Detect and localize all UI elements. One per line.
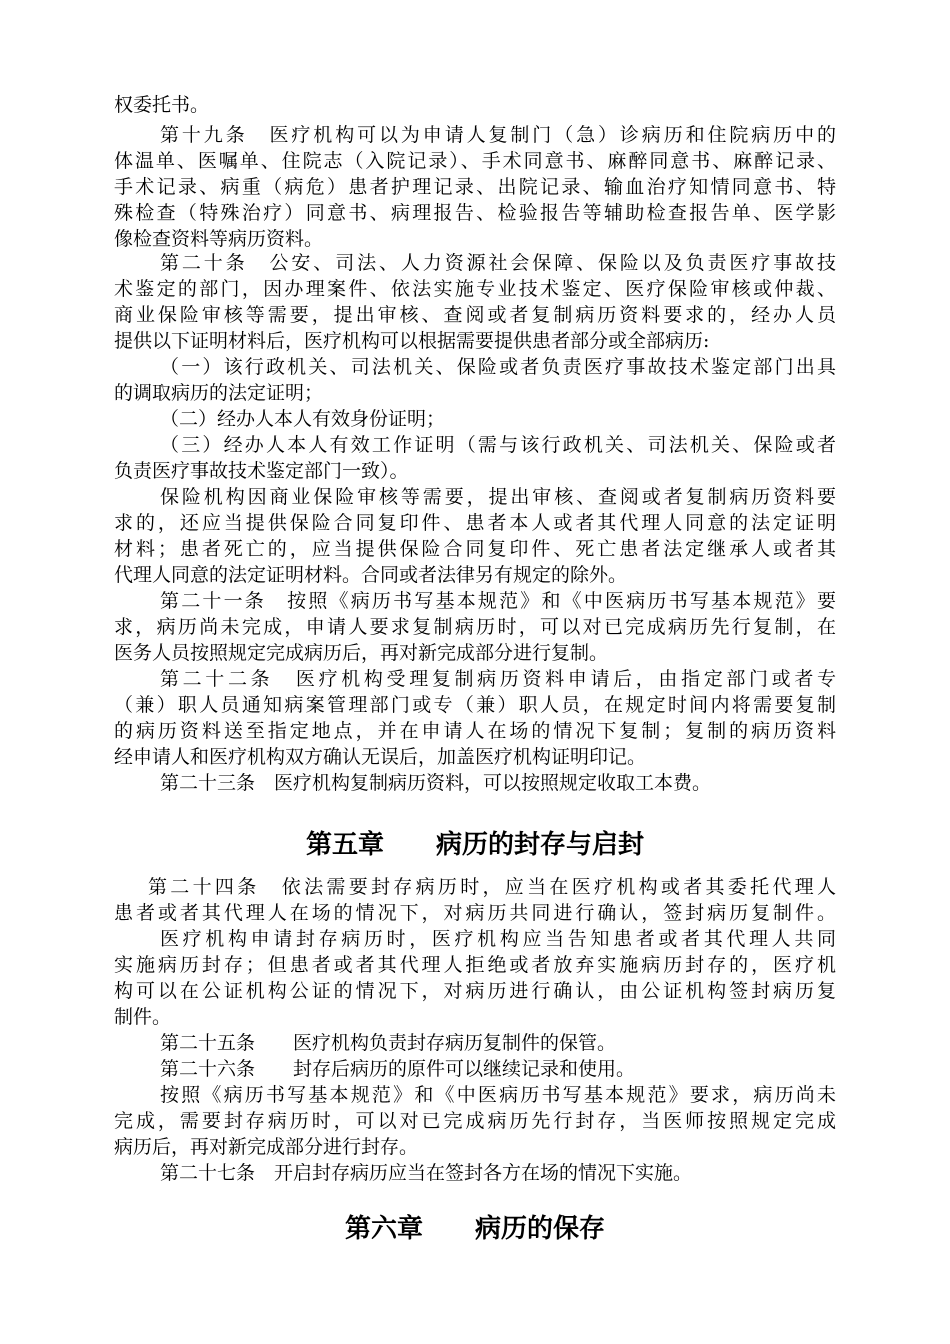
text-line: 代理人同意的法定证明材料。合同或者法律另有规定的除外。 (114, 564, 628, 586)
text-line: 医务人员按照规定完成病历后，再对新完成部分进行复制。 (114, 642, 609, 664)
text-line: 的调取病历的法定证明； (114, 382, 324, 404)
text-line: 提供以下证明材料后，医疗机构可以根据需要提供患者部分或全部病历: (114, 330, 710, 352)
paragraph-insurance-start: 保险机构因商业保险审核等需要，提出审核、查阅或者复制病历资料要 (160, 486, 836, 508)
list-item-2: （二）经办人本人有效身份证明； (160, 408, 446, 430)
article-27: 第二十七条 开启封存病历应当在签封各方在场的情况下实施。 (160, 1162, 693, 1184)
paragraph-norms-start: 按照《病历书写基本规范》和《中医病历书写基本规范》要求，病历尚未 (160, 1084, 836, 1106)
text-line: （兼）职人员通知病案管理部门或专（兼）职人员，在规定时间内将需要复制 (114, 694, 836, 716)
text-line: 材料；患者死亡的，应当提供保险合同复印件、死亡患者法定继承人或者其 (114, 538, 836, 560)
text-line: 术鉴定的部门，因办理案件、依法实施专业技术鉴定、医疗保险审核或仲裁、 (114, 278, 836, 300)
text-line: 权委托书。 (114, 94, 210, 116)
text-line: 的病历资料送至指定地点，并在申请人在场的情况下复制；复制的病历资料 (114, 720, 836, 742)
paragraph-seal-start: 医疗机构申请封存病历时，医疗机构应当告知患者或者其代理人共同 (160, 928, 836, 950)
article-26: 第二十六条 封存后病历的原件可以继续记录和使用。 (160, 1058, 636, 1080)
article-24-start: 第二十四条 依法需要封存病历时，应当在医疗机构或者其委托代理人 (148, 876, 836, 898)
text-line: 实施病历封存；但患者或者其代理人拒绝或者放弃实施病历封存的，医疗机 (114, 954, 836, 976)
text-line: 患者或者其代理人在场的情况下，对病历共同进行确认，签封病历复制件。 (114, 902, 836, 924)
text-line: 手术记录、病重（病危）患者护理记录、出院记录、输血治疗知情同意书、特 (114, 176, 836, 198)
text-line: 病历后，再对新完成部分进行封存。 (114, 1136, 419, 1158)
article-25: 第二十五条 医疗机构负责封存病历复制件的保管。 (160, 1032, 617, 1054)
article-22-start: 第二十二条 医疗机构受理复制病历资料申请后，由指定部门或者专 (160, 668, 836, 690)
text-line: 构可以在公证机构公证的情况下，对病历进行确认，由公证机构签封病历复 (114, 980, 836, 1002)
article-20-start: 第二十条 公安、司法、人力资源社会保障、保险以及负责医疗事故技 (160, 252, 836, 274)
text-line: 完成，需要封存病历时，可以对已完成病历先行封存，当医师按照规定完成 (114, 1110, 836, 1132)
text-line: 经申请人和医疗机构双方确认无误后，加盖医疗机构证明印记。 (114, 746, 647, 768)
chapter-6-heading: 第六章 病历的保存 (344, 1214, 605, 1244)
text-line: 商业保险审核等需要，提出审核、查阅或者复制病历资料要求的，经办人员 (114, 304, 836, 326)
text-line: 殊检查（特殊治疗）同意书、病理报告、检验报告等辅助检查报告单、医学影 (114, 202, 836, 224)
article-23: 第二十三条 医疗机构复制病历资料，可以按照规定收取工本费。 (160, 772, 712, 794)
list-item-1: （一）该行政机关、司法机关、保险或者负责医疗事故技术鉴定部门出具 (160, 356, 836, 378)
text-line: 求的，还应当提供保险合同复印件、患者本人或者其代理人同意的法定证明 (114, 512, 836, 534)
text-line: 体温单、医嘱单、住院志（入院记录）、手术同意书、麻醉同意书、麻醉记录、 (114, 150, 836, 172)
text-line: 像检查资料等病历资料。 (114, 228, 324, 250)
chapter-5-heading: 第五章 病历的封存与启封 (305, 830, 644, 860)
text-line: 求，病历尚未完成，申请人要求复制病历时，可以对已完成病历先行复制，在 (114, 616, 836, 638)
list-item-3: （三）经办人本人有效工作证明（需与该行政机关、司法机关、保险或者 (160, 434, 836, 456)
article-21-start: 第二十一条 按照《病历书写基本规范》和《中医病历书写基本规范》要 (160, 590, 836, 612)
article-19-start: 第十九条 医疗机构可以为申请人复制门（急）诊病历和住院病历中的 (160, 124, 836, 146)
text-line: 制件。 (114, 1006, 172, 1028)
text-line: 负责医疗事故技术鉴定部门一致）。 (114, 460, 409, 482)
